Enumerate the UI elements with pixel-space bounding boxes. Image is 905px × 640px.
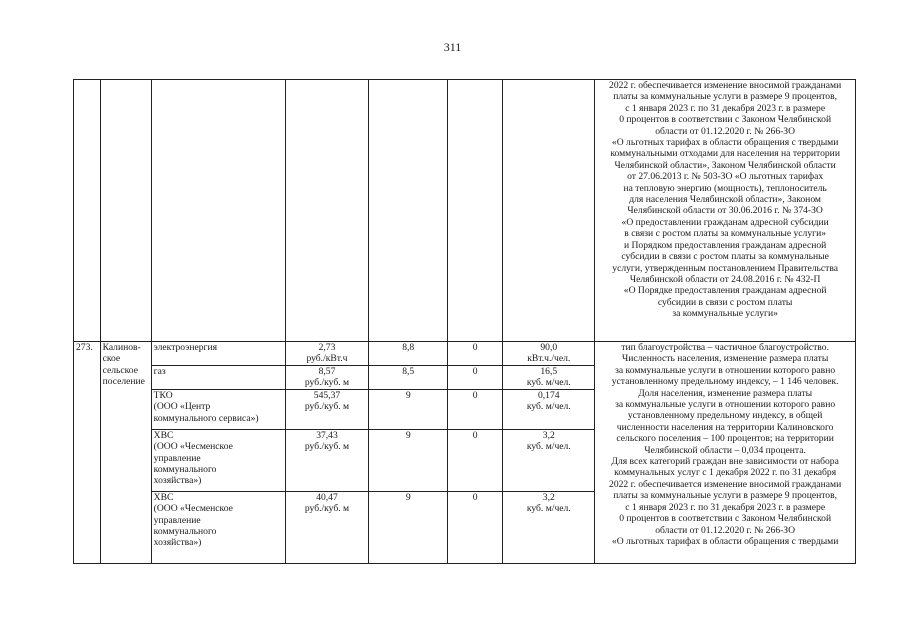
text-line: поселение (102, 376, 145, 388)
text-line: куб. м/чел. (526, 441, 571, 453)
cell-empty (503, 80, 595, 342)
text-line: 2022 г. обеспечивается изменение вносимой гражданами (609, 80, 842, 91)
text-line: 0 процентов в соответствии с Законом Челябинской (619, 513, 832, 525)
text-line: 90,0 (540, 342, 558, 353)
cell-empty (151, 80, 285, 342)
cell-empty (448, 80, 503, 342)
service-name (151, 491, 285, 563)
service-tariff (285, 342, 369, 366)
service-name (151, 429, 285, 491)
text-line: установленному предельному индексу, – 1 146 человек. (611, 376, 839, 388)
text-line: кВт.ч./чел. (527, 353, 571, 365)
text-line: в связи с ростом платы за коммунальные услуги» (624, 228, 827, 240)
text-line: области от 01.12.2020 г. № 266-ЗО (655, 125, 796, 137)
text-line: сельского поселения – 100 процентов; на территории (616, 433, 834, 445)
service-row (74, 342, 856, 366)
service-tariff (285, 389, 369, 429)
text-line: «О предоставлении гражданам адресной субсидии (621, 216, 829, 228)
text-line: куб. м/чел. (526, 503, 571, 515)
service-index: 9 (369, 491, 448, 563)
text-line: области от 01.12.2020 г. № 266-ЗО (655, 524, 796, 536)
text-line: хозяйства») (153, 537, 202, 549)
text-line: управление (153, 514, 201, 526)
text-line: газ (153, 365, 166, 377)
text-line: 2022 г. обеспечивается изменение вносимой гражданами (609, 478, 842, 490)
text-line: установленному предельному индексу, в общей (627, 410, 823, 422)
text-line: Для всех категорий граждан вне зависимости от набора (611, 456, 839, 468)
service-tariff (285, 429, 369, 491)
continuation-row (74, 80, 856, 342)
text-line: хозяйства») (153, 475, 202, 487)
cell-empty (369, 80, 448, 342)
text-line: коммунального (153, 464, 217, 476)
text-line: руб./куб. м (304, 503, 350, 515)
text-line: Калинов- (102, 342, 141, 353)
service-volume (503, 342, 595, 366)
text-line: Доля населения, изменение размера платы (638, 387, 813, 399)
text-line: ТКО (153, 389, 173, 401)
text-line: платы за коммунальные услуги в размере 9 процентов, (613, 91, 838, 103)
text-line: субсидии в связи с ростом платы за коммунальные (621, 251, 829, 263)
service-volume (503, 429, 595, 491)
text-line: Челябинской области от 24.08.2016 г. № 432-П (629, 273, 821, 285)
service-name (151, 365, 285, 389)
text-line: 40,47 (316, 491, 338, 503)
service-tariff (285, 491, 369, 563)
text-line: руб./куб. м (304, 441, 350, 453)
cell-empty (100, 80, 151, 342)
text-line: (ООО «Центр (153, 401, 211, 413)
service-zero: 0 (448, 365, 503, 389)
text-line: коммунальных услуг с 1 декабря 2022 г. по 31 декабря (614, 467, 837, 479)
text-line: за коммунальные услуги в отношении которого равно (615, 364, 836, 376)
service-tariff (285, 365, 369, 389)
service-name (151, 389, 285, 429)
text-line: руб./куб. м (304, 377, 350, 389)
text-line: и Порядком предоставления гражданам адресной (623, 239, 827, 251)
entry-description (595, 342, 856, 564)
text-line: услуги, утвержденным постановлением Правительства (612, 262, 838, 274)
page-number: 311 (443, 40, 462, 54)
continuation-description (595, 80, 856, 342)
text-line: за коммунальные услуги» (672, 308, 778, 320)
text-line: численности населения на территории Калиновского (616, 421, 834, 433)
text-line: «О льготных тарифах в области обращения с твердыми (611, 535, 839, 547)
text-line: ХВС (153, 429, 174, 441)
service-index: 8,8 (369, 342, 448, 366)
entry-number: 273. (74, 342, 101, 564)
text-line: руб./куб. м (304, 401, 350, 413)
service-zero: 0 (448, 429, 503, 491)
text-line: электроэнергия (153, 342, 218, 353)
service-zero: 0 (448, 342, 503, 366)
text-line: 8,57 (318, 365, 336, 377)
text-line: на тепловую энергию (мощность), теплоноситель (623, 182, 827, 194)
text-line: с 1 января 2023 г. по 31 декабря 2023 г. в размере (625, 102, 826, 114)
settlement-name (100, 342, 151, 564)
text-line: (ООО «Чесменское (153, 441, 233, 453)
text-line: руб./кВт.ч (306, 353, 348, 365)
text-line: тип благоустройства – частичное благоустройство. (621, 342, 829, 353)
text-line: ское (102, 353, 121, 365)
text-line: Челябинской области – 0,034 процента. (644, 444, 806, 456)
text-line: платы за коммунальные услуги в размере 9 процентов, (613, 490, 838, 502)
text-line: для населения Челябинской области», Законом (629, 194, 822, 206)
text-line: сельское (102, 364, 138, 376)
service-volume (503, 491, 595, 563)
text-line: управление (153, 452, 201, 464)
service-index: 9 (369, 389, 448, 429)
text-line: субсидии в связи с ростом платы (657, 296, 793, 308)
service-index: 8,5 (369, 365, 448, 389)
text-line: 0 процентов в соответствии с Законом Челябинской (619, 114, 832, 126)
text-line: «О Порядке предоставления гражданам адресной (623, 285, 827, 297)
cell-empty (285, 80, 369, 342)
text-line: 3,2 (542, 429, 555, 441)
text-line: Челябинской области от 30.06.2016 г. № 374-ЗО (627, 205, 823, 217)
text-line: куб. м/чел. (526, 377, 571, 389)
service-zero: 0 (448, 491, 503, 563)
service-zero: 0 (448, 389, 503, 429)
tariff-table (73, 79, 856, 564)
text-line: «О льготных тарифах в области обращения с твердыми (611, 137, 839, 149)
service-volume (503, 389, 595, 429)
text-line: за коммунальные услуги в отношении которого равно (615, 399, 836, 411)
text-line: ХВС (153, 491, 174, 503)
text-line: с 1 января 2023 г. по 31 декабря 2023 г. в размере (625, 501, 826, 513)
text-line: 37,43 (316, 429, 338, 441)
text-line: куб. м/чел. (526, 401, 571, 413)
service-volume (503, 365, 595, 389)
text-line: 545,37 (313, 389, 341, 401)
text-line: (ООО «Чесменское (153, 503, 233, 515)
text-line: 2,73 (318, 342, 336, 353)
text-line: коммунального (153, 526, 217, 538)
service-index: 9 (369, 429, 448, 491)
text-line: коммунальными отходами для населения на территории (610, 148, 840, 160)
text-line: Челябинской области», Законом Челябинской области (614, 159, 836, 171)
text-line: Численность населения, изменение размера платы (622, 353, 829, 365)
text-line: от 27.06.2013 г. № 503-ЗО «О льготных тарифах (627, 171, 824, 183)
service-name (151, 342, 285, 366)
text-line: 0,174 (537, 389, 560, 401)
text-line: коммунального сервиса») (153, 412, 259, 424)
text-line: 16,5 (540, 365, 558, 377)
cell-empty (74, 80, 101, 342)
text-line: 3,2 (542, 491, 555, 503)
